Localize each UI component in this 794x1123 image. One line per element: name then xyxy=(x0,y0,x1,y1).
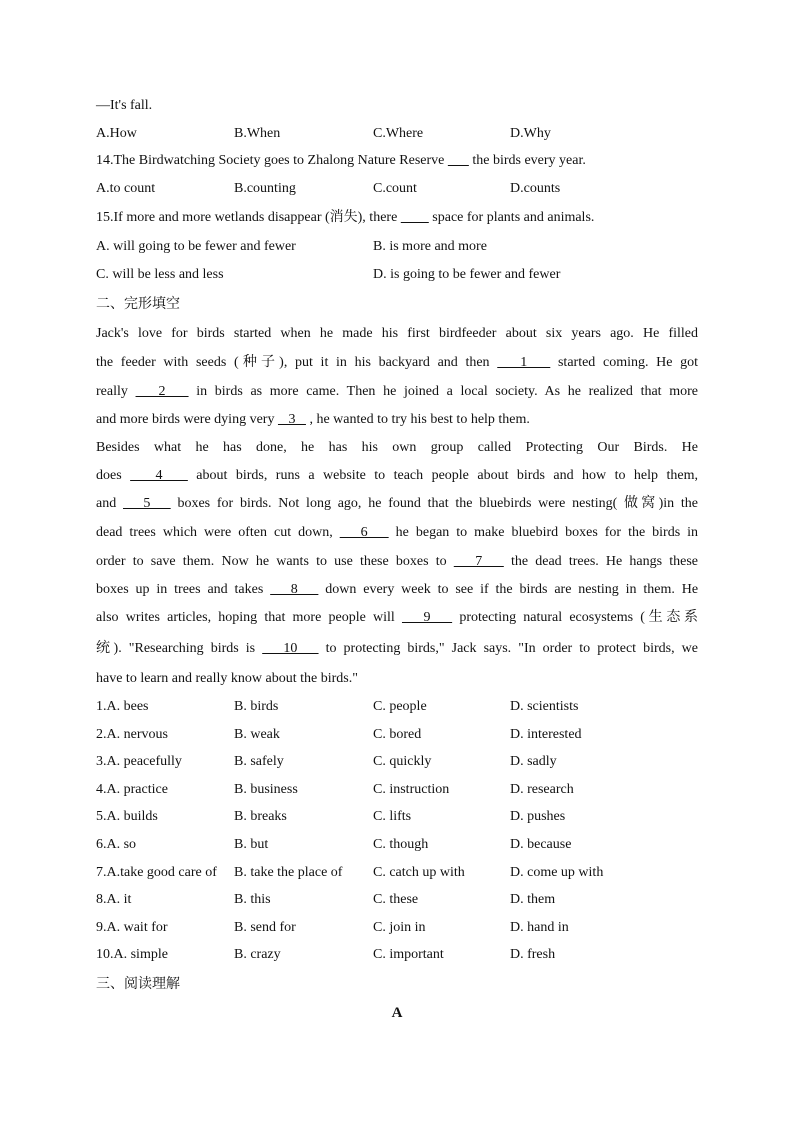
cloze-p2-line-3: and 5 boxes for birds. Not long ago, he found that the bluebirds were nesting( 做窝)in the xyxy=(96,496,699,511)
cloze-q9-option-b: B. send for xyxy=(234,919,296,935)
q15-question: 15.If more and more wetlands disappear (消失), there space for plants and animals. xyxy=(96,210,595,225)
cloze-q7-option-c: C. catch up with xyxy=(373,864,465,880)
passage-label: A xyxy=(391,1005,403,1021)
cloze-p2-line-5: order to save them. Now he wants to use these boxes to 7 the dead trees. He hangs these xyxy=(96,554,699,569)
cloze-q5-option-c: C. lifts xyxy=(373,809,412,825)
cloze-q4-option-d: D. research xyxy=(510,781,574,797)
cloze-q4-option-c: C. instruction xyxy=(373,781,450,797)
q14-option-c: C.count xyxy=(373,181,417,196)
cloze-q6-option-c: C. though xyxy=(373,837,429,852)
cloze-blank: 4 xyxy=(130,468,188,483)
q14-blank xyxy=(448,153,469,168)
cloze-blank: 3 xyxy=(277,412,306,427)
q15-option-d: D. is going to be fewer and fewer xyxy=(373,267,561,282)
cloze-q6-option-d: D. because xyxy=(510,837,572,852)
q14-option-a: A.to count xyxy=(96,181,156,196)
cloze-p2-line-7: also writes articles, hoping that more people will 9 protecting natural ecosystems (生态系 xyxy=(96,610,699,625)
cloze-q4-option-a: 4.A. practice xyxy=(96,781,168,797)
q14-option-b: B.counting xyxy=(234,181,296,196)
cloze-p2-line-2: does 4 about birds, runs a website to teach people about birds and how to help them, xyxy=(96,468,698,483)
cloze-p1-line-4: and more birds were dying very 3 , he wanted to try his best to help them. xyxy=(96,412,530,427)
q13-option-b: B.When xyxy=(234,126,281,141)
cloze-q1-option-b: B. birds xyxy=(234,699,279,714)
cloze-q8-option-a: 8.A. it xyxy=(96,892,132,908)
cloze-q2-option-c: C. bored xyxy=(373,726,422,742)
cloze-p2-line-9: have to learn and really know about the birds." xyxy=(96,671,358,686)
cloze-p2-line-1: Besides what he has done, he has his own group called Protecting Our Birds. He xyxy=(96,440,698,455)
cloze-q5-option-b: B. breaks xyxy=(234,809,287,825)
cloze-q4-option-b: B. business xyxy=(234,781,298,797)
cloze-q5-option-a: 5.A. builds xyxy=(96,809,158,825)
cloze-blank: 7 xyxy=(453,554,504,569)
cloze-blank: 2 xyxy=(135,384,189,399)
q15-option-b: B. is more and more xyxy=(373,239,487,254)
cloze-q8-option-c: C. these xyxy=(373,892,419,908)
cloze-q2-option-d: D. interested xyxy=(510,726,582,742)
cloze-p2-line-6: boxes up in trees and takes 8 down every week to see if the birds are nesting in them. He xyxy=(96,582,699,597)
q15-option-a: A. will going to be fewer and fewer xyxy=(96,239,296,254)
cloze-q1-option-c: C. people xyxy=(373,699,427,714)
cloze-q9-option-d: D. hand in xyxy=(510,919,569,935)
cloze-q10-option-a: 10.A. simple xyxy=(96,947,168,963)
cloze-blank: 8 xyxy=(270,582,319,597)
q15-blank xyxy=(401,210,429,225)
cloze-q10-option-b: B. crazy xyxy=(234,947,281,963)
cloze-q2-option-a: 2.A. nervous xyxy=(96,726,168,742)
cloze-q3-option-c: C. quickly xyxy=(373,754,432,770)
q14-option-d: D.counts xyxy=(510,181,561,196)
cloze-q10-option-d: D. fresh xyxy=(510,947,556,963)
cloze-q1-option-a: 1.A. bees xyxy=(96,699,149,714)
cloze-q5-option-d: D. pushes xyxy=(510,809,566,825)
cloze-q3-option-a: 3.A. peacefully xyxy=(96,754,182,770)
q15-option-c: C. will be less and less xyxy=(96,267,224,282)
section-3-title: 三、阅读理解 xyxy=(96,976,180,992)
cloze-q3-option-d: D. sadly xyxy=(510,754,557,770)
cloze-q10-option-c: C. important xyxy=(373,947,444,963)
cloze-q9-option-c: C. join in xyxy=(373,919,426,935)
cloze-blank: 10 xyxy=(262,641,319,656)
cloze-q9-option-a: 9.A. wait for xyxy=(96,919,168,935)
cloze-q6-option-a: 6.A. so xyxy=(96,837,137,852)
cloze-blank: 9 xyxy=(401,610,453,625)
cloze-p1-line-3: really 2 in birds as more came. Then he joined a local society. As he realized that more xyxy=(96,384,699,399)
cloze-blank: 6 xyxy=(339,525,389,540)
cloze-p1-line-1: Jack's love for birds started when he made his first birdfeeder about six years ago. He filled xyxy=(96,326,698,341)
q13-option-a: A.How xyxy=(96,126,137,141)
cloze-q7-option-b: B. take the place of xyxy=(234,864,343,880)
q13-option-d: D.Why xyxy=(510,126,551,141)
cloze-p2-line-8: 统). "Researching birds is 10 to protecting birds," Jack says. "In order to protect birds, we xyxy=(96,641,699,656)
section-2-title: 二、完形填空 xyxy=(96,296,180,312)
cloze-q6-option-b: B. but xyxy=(234,837,269,852)
cloze-q1-option-d: D. scientists xyxy=(510,699,579,714)
cloze-q7-option-a: 7.A.take good care of xyxy=(96,864,217,880)
cloze-q8-option-d: D. them xyxy=(510,892,556,908)
q13-option-c: C.Where xyxy=(373,126,424,141)
cloze-q8-option-b: B. this xyxy=(234,892,271,908)
q13-answer-line: —It's fall. xyxy=(96,98,153,113)
cloze-q2-option-b: B. weak xyxy=(234,726,280,742)
cloze-q3-option-b: B. safely xyxy=(234,754,284,770)
cloze-blank: 1 xyxy=(497,355,551,370)
cloze-blank: 5 xyxy=(123,496,171,511)
cloze-q7-option-d: D. come up with xyxy=(510,864,604,880)
cloze-p2-line-4: dead trees which were often cut down, 6 he began to make bluebird boxes for the birds in xyxy=(96,525,699,540)
cloze-p1-line-2: the feeder with seeds (种子), put it in his backyard and then 1 started coming. He got xyxy=(96,355,699,370)
q14-question: 14.The Birdwatching Society goes to Zhalong Nature Reserve the birds every year. xyxy=(96,153,586,168)
